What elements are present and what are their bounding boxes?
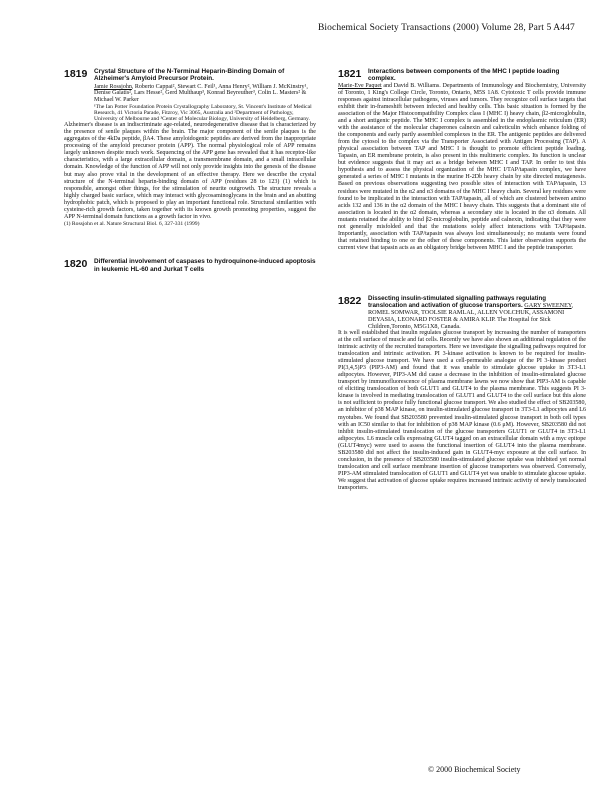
abstract-number: 1821 <box>338 68 362 80</box>
presenting-author: Jamie Rossjohn <box>94 83 132 90</box>
right-column <box>338 68 586 492</box>
abstract-affiliation: ¹The Ian Potter Foundation Protein Crystallography Laboratory, St. Vincent's Institute of Medical Research, 41 Victoria Parade, Fitzroy, Vic 3065, Australia and ²Department of Pathology, University of Melbourne and ³Center of Molecular Biology, University of Heidelberg, Germany. <box>94 103 312 122</box>
abstract-authors-and-body <box>338 83 586 252</box>
abstract-number: 1819 <box>64 68 88 80</box>
abstract-1822 <box>338 295 586 330</box>
co-authors-affiliation: and David B. Williams. Departments of Immunology and Biochemistry, University of Toronto, 1 King's College Circle, Toronto, Ontario, M5S 1A8. <box>338 82 586 96</box>
abstract-number: 1820 <box>64 258 88 271</box>
presenting-author: Marie-Eve Paquet <box>338 82 382 89</box>
abstract-1819 <box>64 68 316 122</box>
abstract-title-authors <box>368 295 586 330</box>
abstract-title: Crystal Structure of the N-Terminal Heparin-Binding Domain of Alzheimer's Amyloid Precursor Protein. <box>94 68 285 83</box>
abstract-number: 1822 <box>338 294 362 307</box>
copyright-footer: © 2000 Biochemical Society <box>428 765 521 774</box>
abstract-1820 <box>64 258 316 273</box>
running-header: Biochemical Society Transactions (2000) Volume 28, Part 5 A447 <box>318 23 575 33</box>
abstract-authors <box>94 84 316 104</box>
abstract-title: Interactions between components of the MHC I peptide loading complex. <box>368 68 560 83</box>
co-authors: , Roberto Cappai², Stewart C. Feil¹, Anna Henry², William J. McKinstry¹, Denise Galatis², Lars Hesse², Gerd Multhaup³, Konrad Beyreuther³, Colin L. Masters² & Michael W. Parker <box>94 83 308 103</box>
presenting-author: GARY SWEENEY <box>524 301 572 309</box>
abstract-title: Differential involvement of caspases to hydroquinone-induced apoptosis in leukemic HL-60 and Jurkat T cells <box>94 258 316 273</box>
abstract-reference: (1) Rossjohn et al. Nature Structural Biol. 6, 327-331 (1999) <box>64 220 200 227</box>
abstract-body: Cytotoxic T cells provide immune responses against intracellular pathogens, viruses and tumors. They recognize cell surface targets that exhibit their in-frameshift between infected and healthy cells. This basic situation is formed by the association of the Major Histocompatibility Complex class I (MHC I) heavy chain, β2-microglobulin, and a short antigenic peptide. The MHC I complex is assembled in the endoplasmic reticulum (ER) with the assistance of the molecular chaperones calnexin and calreticulin which enhance folding of the components and early partly assembled complexes in the ER. The antigenic peptides are delivered from the cytosol to the complex via the Transporter Associated with Antigen Processing (TAP). A physical association between TAP and MHC I is thought to promote efficient peptide loading. Tapasin, an ER membrane protein, is also present in this multimeric complex. Its function is unclear but evidence suggests that it may act as a bridge between MHC I and TAP. In order to test this hypothesis and to assess the physical organization of the MHC I/TAP/tapasin complex, we have generated a series of MHC I mutants in the murine H-2Db heavy chain by site directed mutagenesis. Based on previous observations suggesting two possible sites of interaction with TAP/tapasin, 13 residues were mutated in the α2 and α3 domains of the MHC I heavy chain. Several key residues were found to be implicated in the interaction with TAP/tapasin, all of which are clustered between amino acids 132 and 136 in the α2 domain of the MHC I heavy chain. This suggests that a dominant site of association is located in the α2 domain, whereas a secondary site is located in the α3 domain. All mutants retained the ability to bind β2-microglobulin, peptide and calnexin, indicating that they were not generally misfolded and that the mutations solely affect interactions with TAP/tapasin. Importantly, association with TAP/tapasin was always lost simultaneously; no mutants were found that retained binding to one or the other of these components. This latter observation supports the current view that tapasin acts as an obligatory bridge between MHC I and the peptide transporter. <box>338 89 586 251</box>
abstract-body: Alzheimer's disease is an indiscriminate age-related, neurodegenerative disease that is characterized by the presence of senile plaques within the brain. The major component of the senile plaques is the aggregates of the 4kDa peptide, βA4. These amyloidogenic peptides are derived from the inappropriate processing of the amyloid precursor protein (APP). The normal physiological role of APP remains largely unknown despite much work. Sequencing of the APP gene has revealed that it has receptor-like characteristics, with a large extracellular domain, a transmembrane domain, and a small intracellular domain. Knowledge of the function of APP will not only provide insights into the genesis of the disease but may also prove vital in the development of an effective therapy. Here we describe the crystal structure of the N-terminal heparin-binding domain of APP (residues 28 to 123) (1) which is responsible, amongst other things, for the stimulation of neurite outgrowth. The structure reveals a highly charged basic surface, which may interact with glycosaminoglycans in the brain and an abutting hydrophobic patch, which is proposed to play an important functional role. Structural similarities with cysteine-rich growth factors, taken together with its known growth promoting properties, suggest the APP N-terminal domain functions as a growth factor in vivo. <box>64 122 316 220</box>
co-authors-affiliation: , ROMEL SOMWAR, TOOLSIE RAMLAL, ALLEN VOLCHUK, ASSAMONI DEYASIA, LEONARD FOSTER & AMIRA KLIP. The Hospital for Sick Children,Toronto, M5G1X8, Canada. <box>368 301 574 330</box>
abstract-1821 <box>338 68 586 83</box>
abstract-title: Dissecting insulin-stimulated signalling pathways regulating translocation and activation of glucose transporters. <box>368 294 547 309</box>
left-column <box>64 68 316 273</box>
abstract-body: It is well established that insulin regulates glucose transport by increasing the number of transporters at the cell surface of muscle and fat cells. Recently we have also shown an additional regulation of the intrinsic activity of the recruited transporters. Here we investigate the signalling pathways required for translocation and intrinsic activation. PI 3-kinase activation is known to be required for insulin-stimulated glucose transport. We have used a cell-permeable analogue of the PI 3-kinase product PI(3,4,5)P3 (PIP3-AM) and found that it was unable to stimulate glucose uptake in 3T3-L1 adipocytes. However, PIP3-AM did cause a decrease in the inhibition of insulin-stimulated glucose transport by immunofluorescence of plasma membrane lawns we now show that PIP3-AM is capable of eliciting translocation of both GLUT1 and GLUT4 to the plasma membrane. This suggests PI 3-kinase is involved in mediating translocation of GLUT1 and GLUT4 to the cell surface but this alone is not sufficient to produce fully functional glucose transport. We also studied the effect of SB203580, an inhibitor of p38 MAP kinase, on insulin-stimulated glucose transport in 3T3-L1 adipocytes and L6 myotubes. We found that SB203580 prevented insulin-stimulated glucose transport in both cell types with an IC50 similar to that for inhibition of p38 MAP kinase (0.6 μM). However, SB203580 did not inhibit insulin-stimulated translocation of the glucose transporters GLUT1 or GLUT4 in 3T3-L1 adipocytes. L6 muscle cells expressing GLUT4 tagged on an extracellular domain with a myc epitope (GLUT4myc) were used to assess the functional insertion of GLUT4 into the plasma membrane. SB203580 did not affect the insulin-induced gain in GLUT4-myc exposure at the cell surface. In conclusion, in the presence of SB203580 insulin-stimulated glucose uptake was inhibited yet normal translocation and cell surface membrane insertion of glucose transporters was observed. Conversely, PIP3-AM stimulated translocation of GLUT1 and GLUT4 yet was unable to stimulate glucose uptake. We suggest that activation of glucose uptake requires increased intrinsic activity of newly translocated transporters. <box>338 329 586 491</box>
